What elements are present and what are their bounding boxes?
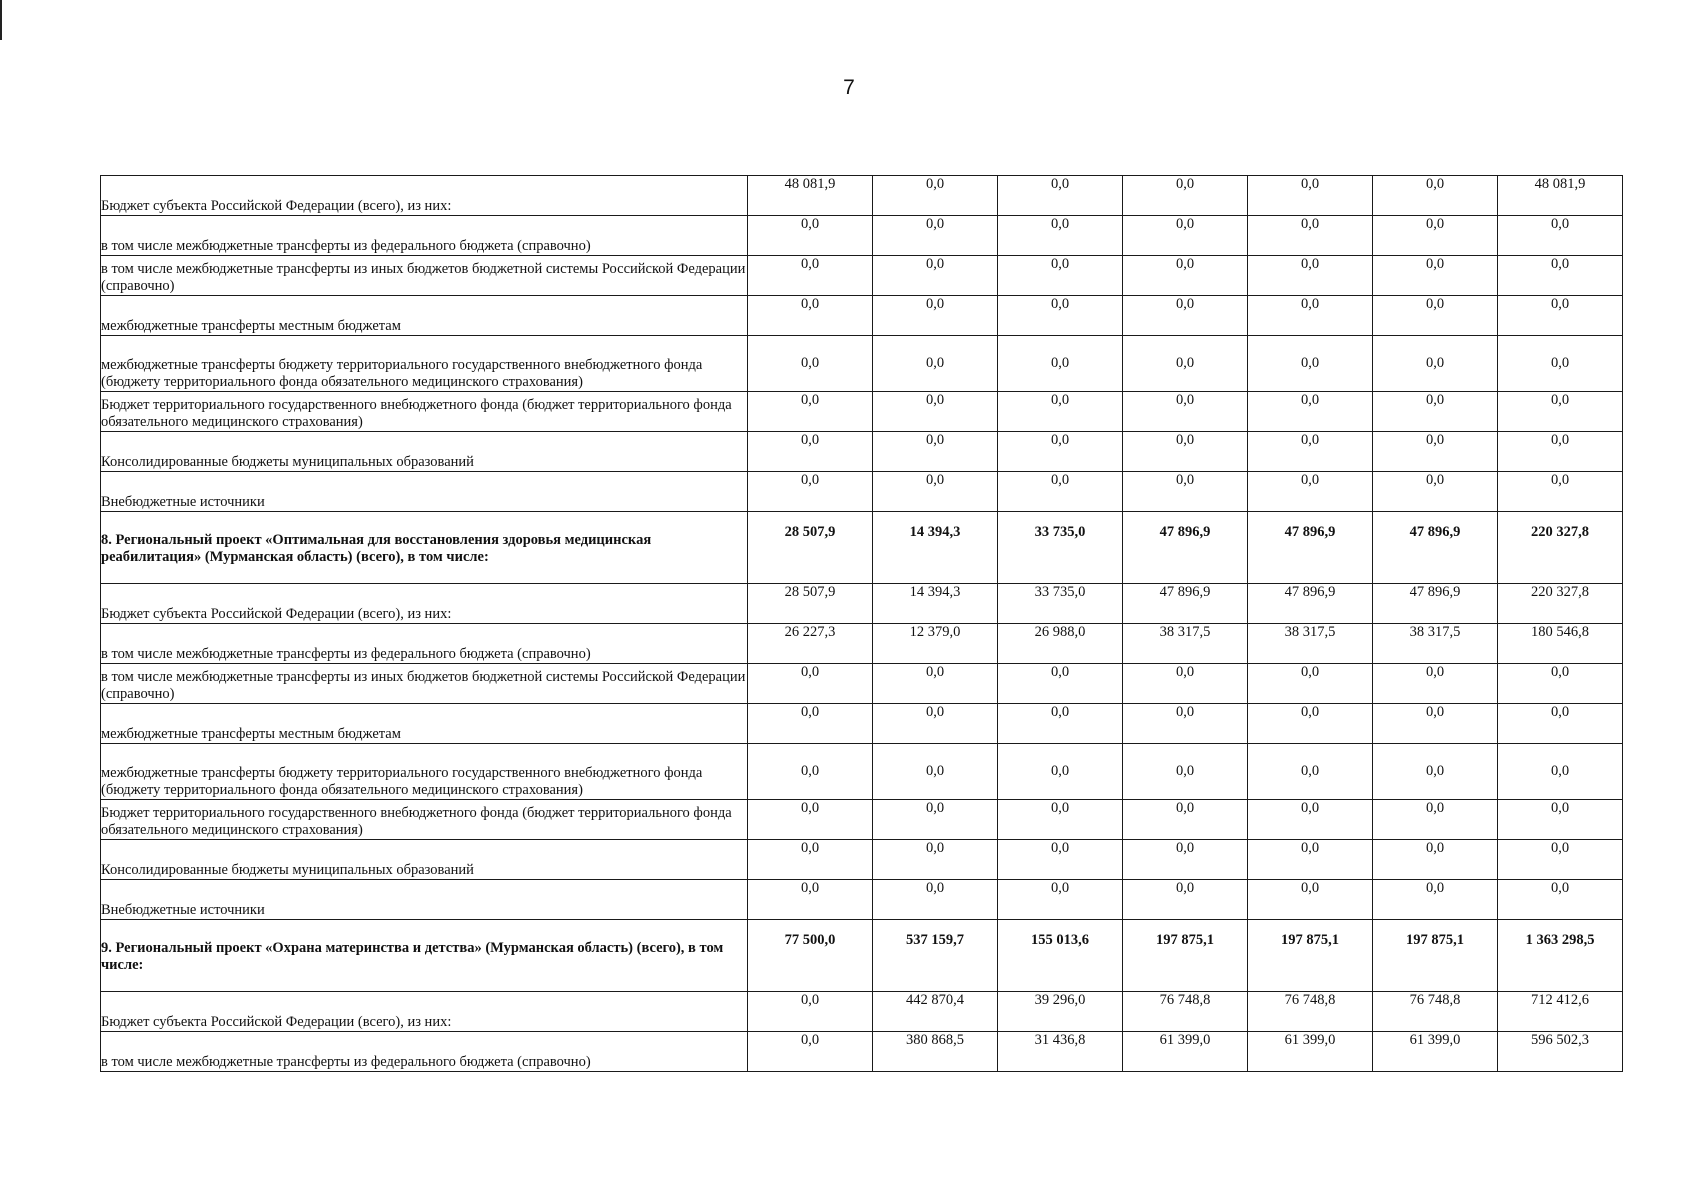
value-cell: 0,0 — [1248, 392, 1373, 432]
value-cell: 0,0 — [1498, 800, 1623, 840]
value-cell: 47 896,9 — [1373, 584, 1498, 624]
value-cell: 197 875,1 — [1123, 920, 1248, 992]
value-cell: 0,0 — [873, 800, 998, 840]
value-cell: 0,0 — [1373, 256, 1498, 296]
value-cell: 38 317,5 — [1123, 624, 1248, 664]
value-cell: 31 436,8 — [998, 1032, 1123, 1072]
value-cell: 0,0 — [1123, 392, 1248, 432]
value-cell: 0,0 — [873, 664, 998, 704]
table-row — [101, 392, 1623, 432]
value-cell: 76 748,8 — [1123, 992, 1248, 1032]
value-cell: 0,0 — [748, 744, 873, 800]
value-cell: 0,0 — [1248, 432, 1373, 472]
value-cell: 0,0 — [873, 704, 998, 744]
value-cell: 0,0 — [998, 880, 1123, 920]
value-cell: 0,0 — [1373, 216, 1498, 256]
value-cell: 0,0 — [1123, 744, 1248, 800]
table-row — [101, 1032, 1623, 1072]
table-row — [101, 256, 1623, 296]
value-cell: 28 507,9 — [748, 512, 873, 584]
value-cell: 0,0 — [1498, 744, 1623, 800]
value-cell: 0,0 — [1248, 296, 1373, 336]
value-cell: 0,0 — [1373, 432, 1498, 472]
value-cell: 0,0 — [1123, 840, 1248, 880]
value-cell: 0,0 — [873, 256, 998, 296]
value-cell: 0,0 — [1248, 176, 1373, 216]
value-cell: 0,0 — [998, 256, 1123, 296]
value-cell: 0,0 — [873, 176, 998, 216]
row-label: Бюджет территориального государственного внебюджетного фонда (бюджет территориального фонда обязательного медицинского страхования) — [101, 800, 748, 840]
value-cell: 0,0 — [1498, 840, 1623, 880]
value-cell: 0,0 — [998, 664, 1123, 704]
value-cell: 47 896,9 — [1123, 584, 1248, 624]
value-cell: 0,0 — [1248, 840, 1373, 880]
row-label: в том числе межбюджетные трансферты из иных бюджетов бюджетной системы Российской Федерации (справочно) — [101, 256, 748, 296]
value-cell: 47 896,9 — [1248, 584, 1373, 624]
value-cell: 0,0 — [748, 880, 873, 920]
table-row — [101, 704, 1623, 744]
value-cell: 0,0 — [1498, 256, 1623, 296]
value-cell: 0,0 — [1373, 840, 1498, 880]
row-label: 9. Региональный проект «Охрана материнства и детства» (Мурманская область) (всего), в том числе: — [101, 920, 748, 992]
value-cell: 1 363 298,5 — [1498, 920, 1623, 992]
value-cell: 0,0 — [1498, 296, 1623, 336]
value-cell: 0,0 — [1373, 392, 1498, 432]
value-cell: 33 735,0 — [998, 512, 1123, 584]
value-cell: 39 296,0 — [998, 992, 1123, 1032]
row-label: в том числе межбюджетные трансферты из федерального бюджета (справочно) — [101, 624, 748, 664]
value-cell: 0,0 — [748, 800, 873, 840]
value-cell: 61 399,0 — [1373, 1032, 1498, 1072]
scan-edge-mark — [0, 0, 2, 40]
table-row — [101, 992, 1623, 1032]
value-cell: 0,0 — [998, 176, 1123, 216]
value-cell: 537 159,7 — [873, 920, 998, 992]
value-cell: 28 507,9 — [748, 584, 873, 624]
value-cell: 0,0 — [998, 336, 1123, 392]
value-cell: 0,0 — [748, 1032, 873, 1072]
value-cell: 0,0 — [1373, 664, 1498, 704]
value-cell: 61 399,0 — [1248, 1032, 1373, 1072]
value-cell: 0,0 — [748, 992, 873, 1032]
value-cell: 0,0 — [1248, 880, 1373, 920]
value-cell: 26 988,0 — [998, 624, 1123, 664]
value-cell: 38 317,5 — [1373, 624, 1498, 664]
row-label: Бюджет субъекта Российской Федерации (всего), из них: — [101, 992, 748, 1032]
table-row — [101, 296, 1623, 336]
row-label: межбюджетные трансферты бюджету территориального государственного внебюджетного фонда (бюджету территориального фонда обязательного медицинского страхования) — [101, 336, 748, 392]
value-cell: 0,0 — [1373, 880, 1498, 920]
row-label: Консолидированные бюджеты муниципальных образований — [101, 840, 748, 880]
value-cell: 596 502,3 — [1498, 1032, 1623, 1072]
value-cell: 14 394,3 — [873, 584, 998, 624]
value-cell: 0,0 — [1498, 392, 1623, 432]
value-cell: 220 327,8 — [1498, 512, 1623, 584]
table-row — [101, 664, 1623, 704]
value-cell: 0,0 — [1123, 176, 1248, 216]
value-cell: 0,0 — [1373, 744, 1498, 800]
row-label: Бюджет субъекта Российской Федерации (всего), из них: — [101, 584, 748, 624]
value-cell: 0,0 — [748, 664, 873, 704]
value-cell: 0,0 — [748, 256, 873, 296]
row-label: Консолидированные бюджеты муниципальных образований — [101, 432, 748, 472]
budget-table-body — [101, 176, 1623, 1072]
value-cell: 0,0 — [1123, 216, 1248, 256]
value-cell: 0,0 — [1248, 336, 1373, 392]
value-cell: 0,0 — [748, 704, 873, 744]
value-cell: 0,0 — [998, 432, 1123, 472]
table-row — [101, 472, 1623, 512]
value-cell: 220 327,8 — [1498, 584, 1623, 624]
value-cell: 380 868,5 — [873, 1032, 998, 1072]
value-cell: 180 546,8 — [1498, 624, 1623, 664]
value-cell: 0,0 — [748, 840, 873, 880]
table-row — [101, 432, 1623, 472]
value-cell: 0,0 — [1373, 296, 1498, 336]
value-cell: 0,0 — [1123, 880, 1248, 920]
table-row — [101, 880, 1623, 920]
value-cell: 77 500,0 — [748, 920, 873, 992]
value-cell: 0,0 — [748, 336, 873, 392]
value-cell: 38 317,5 — [1248, 624, 1373, 664]
value-cell: 0,0 — [998, 800, 1123, 840]
value-cell: 0,0 — [1123, 336, 1248, 392]
table-row — [101, 744, 1623, 800]
value-cell: 0,0 — [873, 472, 998, 512]
value-cell: 0,0 — [748, 392, 873, 432]
row-label: межбюджетные трансферты местным бюджетам — [101, 296, 748, 336]
value-cell: 0,0 — [1248, 664, 1373, 704]
value-cell: 0,0 — [1498, 216, 1623, 256]
value-cell: 155 013,6 — [998, 920, 1123, 992]
value-cell: 0,0 — [1498, 704, 1623, 744]
value-cell: 0,0 — [1373, 176, 1498, 216]
value-cell: 0,0 — [1498, 336, 1623, 392]
row-label: межбюджетные трансферты бюджету территориального государственного внебюджетного фонда (бюджету территориального фонда обязательного медицинского страхования) — [101, 744, 748, 800]
value-cell: 47 896,9 — [1123, 512, 1248, 584]
value-cell: 0,0 — [1248, 216, 1373, 256]
value-cell: 0,0 — [1123, 704, 1248, 744]
table-row — [101, 840, 1623, 880]
value-cell: 76 748,8 — [1373, 992, 1498, 1032]
value-cell: 0,0 — [748, 472, 873, 512]
value-cell: 0,0 — [873, 744, 998, 800]
value-cell: 0,0 — [1123, 256, 1248, 296]
row-label: 8. Региональный проект «Оптимальная для восстановления здоровья медицинская реабилитация» (Мурманская область) (всего), в том числе: — [101, 512, 748, 584]
value-cell: 0,0 — [998, 296, 1123, 336]
table-row — [101, 800, 1623, 840]
value-cell: 0,0 — [1373, 336, 1498, 392]
value-cell: 48 081,9 — [1498, 176, 1623, 216]
value-cell: 0,0 — [1248, 744, 1373, 800]
table-row — [101, 336, 1623, 392]
value-cell: 0,0 — [873, 216, 998, 256]
value-cell: 0,0 — [1123, 800, 1248, 840]
page-number: 7 — [843, 76, 855, 99]
value-cell: 76 748,8 — [1248, 992, 1373, 1032]
value-cell: 0,0 — [998, 704, 1123, 744]
value-cell: 14 394,3 — [873, 512, 998, 584]
table-row — [101, 584, 1623, 624]
value-cell: 0,0 — [1123, 296, 1248, 336]
value-cell: 0,0 — [998, 472, 1123, 512]
table-row — [101, 176, 1623, 216]
value-cell: 197 875,1 — [1248, 920, 1373, 992]
value-cell: 0,0 — [1373, 704, 1498, 744]
table-row — [101, 216, 1623, 256]
project-row — [101, 512, 1623, 584]
value-cell: 0,0 — [998, 216, 1123, 256]
value-cell: 197 875,1 — [1373, 920, 1498, 992]
row-label: Внебюджетные источники — [101, 472, 748, 512]
value-cell: 0,0 — [873, 880, 998, 920]
value-cell: 61 399,0 — [1123, 1032, 1248, 1072]
value-cell: 0,0 — [748, 296, 873, 336]
value-cell: 712 412,6 — [1498, 992, 1623, 1032]
row-label: в том числе межбюджетные трансферты из иных бюджетов бюджетной системы Российской Федерации (справочно) — [101, 664, 748, 704]
value-cell: 0,0 — [873, 296, 998, 336]
value-cell: 0,0 — [1498, 664, 1623, 704]
value-cell: 0,0 — [748, 432, 873, 472]
value-cell: 0,0 — [1498, 472, 1623, 512]
value-cell: 0,0 — [873, 840, 998, 880]
value-cell: 47 896,9 — [1373, 512, 1498, 584]
value-cell: 0,0 — [998, 392, 1123, 432]
value-cell: 0,0 — [1248, 256, 1373, 296]
value-cell: 0,0 — [873, 432, 998, 472]
value-cell: 442 870,4 — [873, 992, 998, 1032]
value-cell: 0,0 — [1373, 800, 1498, 840]
budget-table — [100, 175, 1623, 1072]
row-label: в том числе межбюджетные трансферты из федерального бюджета (справочно) — [101, 216, 748, 256]
value-cell: 0,0 — [873, 392, 998, 432]
value-cell: 26 227,3 — [748, 624, 873, 664]
value-cell: 0,0 — [1248, 704, 1373, 744]
value-cell: 47 896,9 — [1248, 512, 1373, 584]
value-cell: 0,0 — [1248, 472, 1373, 512]
row-label: Внебюджетные источники — [101, 880, 748, 920]
row-label: Бюджет субъекта Российской Федерации (всего), из них: — [101, 176, 748, 216]
value-cell: 0,0 — [1373, 472, 1498, 512]
value-cell: 0,0 — [1498, 432, 1623, 472]
value-cell: 0,0 — [1248, 800, 1373, 840]
value-cell: 0,0 — [998, 840, 1123, 880]
value-cell: 12 379,0 — [873, 624, 998, 664]
row-label: в том числе межбюджетные трансферты из федерального бюджета (справочно) — [101, 1032, 748, 1072]
value-cell: 0,0 — [1123, 432, 1248, 472]
row-label: межбюджетные трансферты местным бюджетам — [101, 704, 748, 744]
value-cell: 0,0 — [1123, 472, 1248, 512]
value-cell: 0,0 — [748, 216, 873, 256]
value-cell: 33 735,0 — [998, 584, 1123, 624]
value-cell: 0,0 — [1123, 664, 1248, 704]
value-cell: 0,0 — [998, 744, 1123, 800]
row-label: Бюджет территориального государственного внебюджетного фонда (бюджет территориального фонда обязательного медицинского страхования) — [101, 392, 748, 432]
value-cell: 0,0 — [1498, 880, 1623, 920]
project-row — [101, 920, 1623, 992]
value-cell: 0,0 — [873, 336, 998, 392]
value-cell: 48 081,9 — [748, 176, 873, 216]
table-row — [101, 624, 1623, 664]
